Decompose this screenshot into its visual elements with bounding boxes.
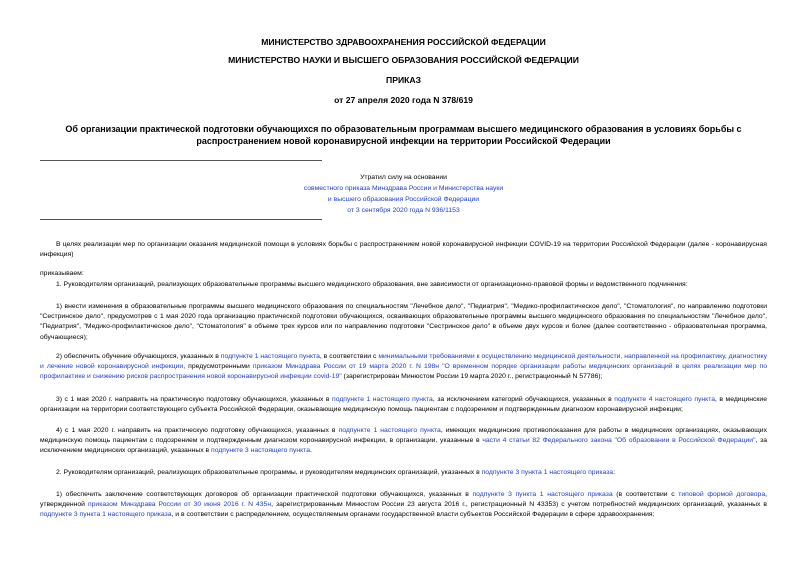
item-2-link-1[interactable]: подпункте 3 пункта 1 настоящего приказа bbox=[481, 469, 614, 476]
item-1-4-link-2[interactable]: части 4 статьи 82 Федерального закона "Об образовании в Российской Федерации" bbox=[482, 437, 756, 445]
divider-top bbox=[40, 160, 322, 161]
status-note-link-2[interactable]: и высшего образования Российской Федерации bbox=[327, 196, 480, 203]
item-1-4-text-2: , имеющих медицинские противопоказания для работы в медицинских организациях, оказывающих медицинскую помощь пациентам с подозрением и подтвержденным диагнозом коронавирусной инфекции, в организации, указанные в bbox=[40, 427, 767, 445]
item-1-2-link-2[interactable]: минимальными требованиями к осуществлению медицинской деятельности, направленной на профилактику, диагностику и лечение новой коронавирусной инфекции bbox=[40, 353, 767, 371]
item-2-1-link-4[interactable]: подпункте 3 пункта 1 настоящего приказа bbox=[40, 511, 172, 519]
item-1-3-text-3: , в медицинские организации на территории соответствующего субъекта Российской Федерации, оказывающие медицинскую помощь пациентам с подозрением и подтвержденным диагнозом коронавирусной инфекции; bbox=[40, 396, 767, 414]
item-1-4-text-4: . bbox=[310, 447, 312, 455]
item-1-3-text-1: 3) с 1 мая 2020 г. направить на практическую подготовку обучающихся, указанных в bbox=[56, 396, 333, 403]
item-2-1-link-2[interactable]: типовой формой договора bbox=[678, 491, 766, 498]
item-2-paragraph bbox=[40, 468, 767, 478]
item-2-1-text-4: , зарегистрированным Минюстом России 23 августа 2016 г., регистрационный N 43353) с учетом потребностей медицинских организаций, указанных в bbox=[271, 501, 767, 509]
item-1-1-paragraph: 1) внести изменения в образовательные программы высшего медицинского образования по специальностям "Лечебное дело", "Педиатрия", "Медико-профилактическое дело", "Стоматология", по направлению подготовки "Сестринское дело", предусмотрев с 1 мая 2020 года организацию практической подготовки обучающихся, осваивающих образовательные программы высшего медицинского образования по специальностям "Лечебное дело", "Педиатрия", "Медико-профилактическое дело", "Стоматология" в объеме трех курсов или по направлению подготовки "Сестринское дело" в объеме двух курсов и более (далее соответственно - образовательная программа, обучающиеся); bbox=[40, 303, 767, 341]
item-2-text-2: : bbox=[613, 469, 615, 476]
item-1-2-text-1: 2) обеспечить обучение обучающихся, указанных в bbox=[56, 353, 221, 360]
item-2-text-1: 2. Руководителям организаций, реализующих образовательные программы, и руководителям медицинских организаций, указанных в bbox=[56, 469, 482, 476]
item-2-1-link-3[interactable]: приказом Минздрава России от 30 июня 2016 г. N 435н bbox=[87, 501, 272, 509]
item-1-2-text-3: , предусмотренными bbox=[183, 363, 253, 371]
document-title: Об организации практической подготовки обучающихся по образовательным программам высшего медицинского образования в условиях борьбы с распространением новой коронавирусной инфекции на территории Российской Федерации bbox=[65, 124, 742, 146]
item-1-2-text-4: (зарегистрирован Минюстом России 19 марта 2020 г., регистрационный N 57786); bbox=[341, 373, 603, 381]
status-note-link-3[interactable]: от 3 сентября 2020 года N 936/1153 bbox=[347, 207, 460, 214]
status-note-link-1[interactable]: совместного приказа Минздрава России и Министерства науки bbox=[303, 185, 504, 192]
preamble-paragraph: В целях реализации мер по организации оказания медицинской помощи в условиях борьбы с распространением новой коронавирусной инфекции COVID-19 на территории Российской Федерации (далее - коронавирусная инфекция) bbox=[40, 241, 767, 259]
item-2-1-text-2: (в соответствии с bbox=[612, 491, 679, 498]
item-1-2-text-2: , в соответствии с bbox=[319, 353, 379, 360]
item-2-1-text-3: , утвержденной bbox=[40, 491, 767, 509]
status-note-text: Утратил силу на основании bbox=[360, 174, 447, 181]
item-1-4-text-1: 4) с 1 мая 2020 г. направить на практическую подготовку обучающихся, указанных в bbox=[56, 427, 339, 434]
item-1-4-link-1[interactable]: подпункте 1 настоящего пункта bbox=[338, 427, 441, 434]
doc-type-heading: ПРИКАЗ bbox=[386, 75, 421, 85]
divider-bottom bbox=[40, 219, 322, 220]
item-1-3-text-2: , за исключением категорий обучающихся, указанных в bbox=[432, 396, 615, 403]
item-2-1-text-5: , и в соответствии с распределением, осуществляемым органами государственной власти субъектов Российской Федерации в сфере здравоохранения; bbox=[171, 511, 655, 519]
item-1-2-link-1[interactable]: подпункте 1 настоящего пункта bbox=[220, 353, 320, 360]
item-2-1-text-1: 1) обеспечить заключение соответствующих договоров об организации практической подготовки обучающихся, указанных в bbox=[56, 491, 473, 498]
ministry-health-heading: МИНИСТЕРСТВО ЗДРАВООХРАНЕНИЯ РОССИЙСКОЙ ФЕДЕРАЦИИ bbox=[261, 37, 546, 47]
ministry-science-heading: МИНИСТЕРСТВО НАУКИ И ВЫСШЕГО ОБРАЗОВАНИЯ РОССИЙСКОЙ ФЕДЕРАЦИИ bbox=[228, 55, 579, 65]
item-1-3-link-2[interactable]: подпункте 4 настоящего пункта bbox=[614, 396, 716, 403]
item-1-4-link-3[interactable]: подпункте 3 настоящего пункта bbox=[211, 447, 310, 455]
item-1-paragraph: 1. Руководителям организаций, реализующих образовательные программы высшего медицинского образования, вне зависимости от организационно-правовой формы и ведомственного подчинения: bbox=[56, 281, 688, 288]
item-2-1-paragraph bbox=[40, 490, 767, 521]
item-2-1-link-1[interactable]: подпункте 3 пункта 1 настоящего приказа bbox=[472, 491, 613, 498]
date-number-heading: от 27 апреля 2020 года N 378/619 bbox=[334, 95, 473, 105]
item-1-2-paragraph bbox=[40, 352, 767, 383]
item-1-4-text-3: , за исключением медицинских организаций, указанных в bbox=[40, 437, 767, 455]
item-1-4-paragraph bbox=[40, 426, 767, 457]
item-1-3-link-1[interactable]: подпункте 1 настоящего пункта bbox=[332, 396, 433, 403]
item-1-2-link-3[interactable]: приказом Минздрава России от 19 марта 2020 г. N 198н "О временном порядке организации работы медицинских организаций в целях реализации мер по профилактике и снижению рисков распространения новой коронавирусной инфекции covid-19" bbox=[40, 363, 767, 381]
status-note bbox=[220, 172, 587, 216]
orders-paragraph: приказываем: bbox=[40, 270, 84, 277]
item-1-3-paragraph bbox=[40, 395, 767, 415]
